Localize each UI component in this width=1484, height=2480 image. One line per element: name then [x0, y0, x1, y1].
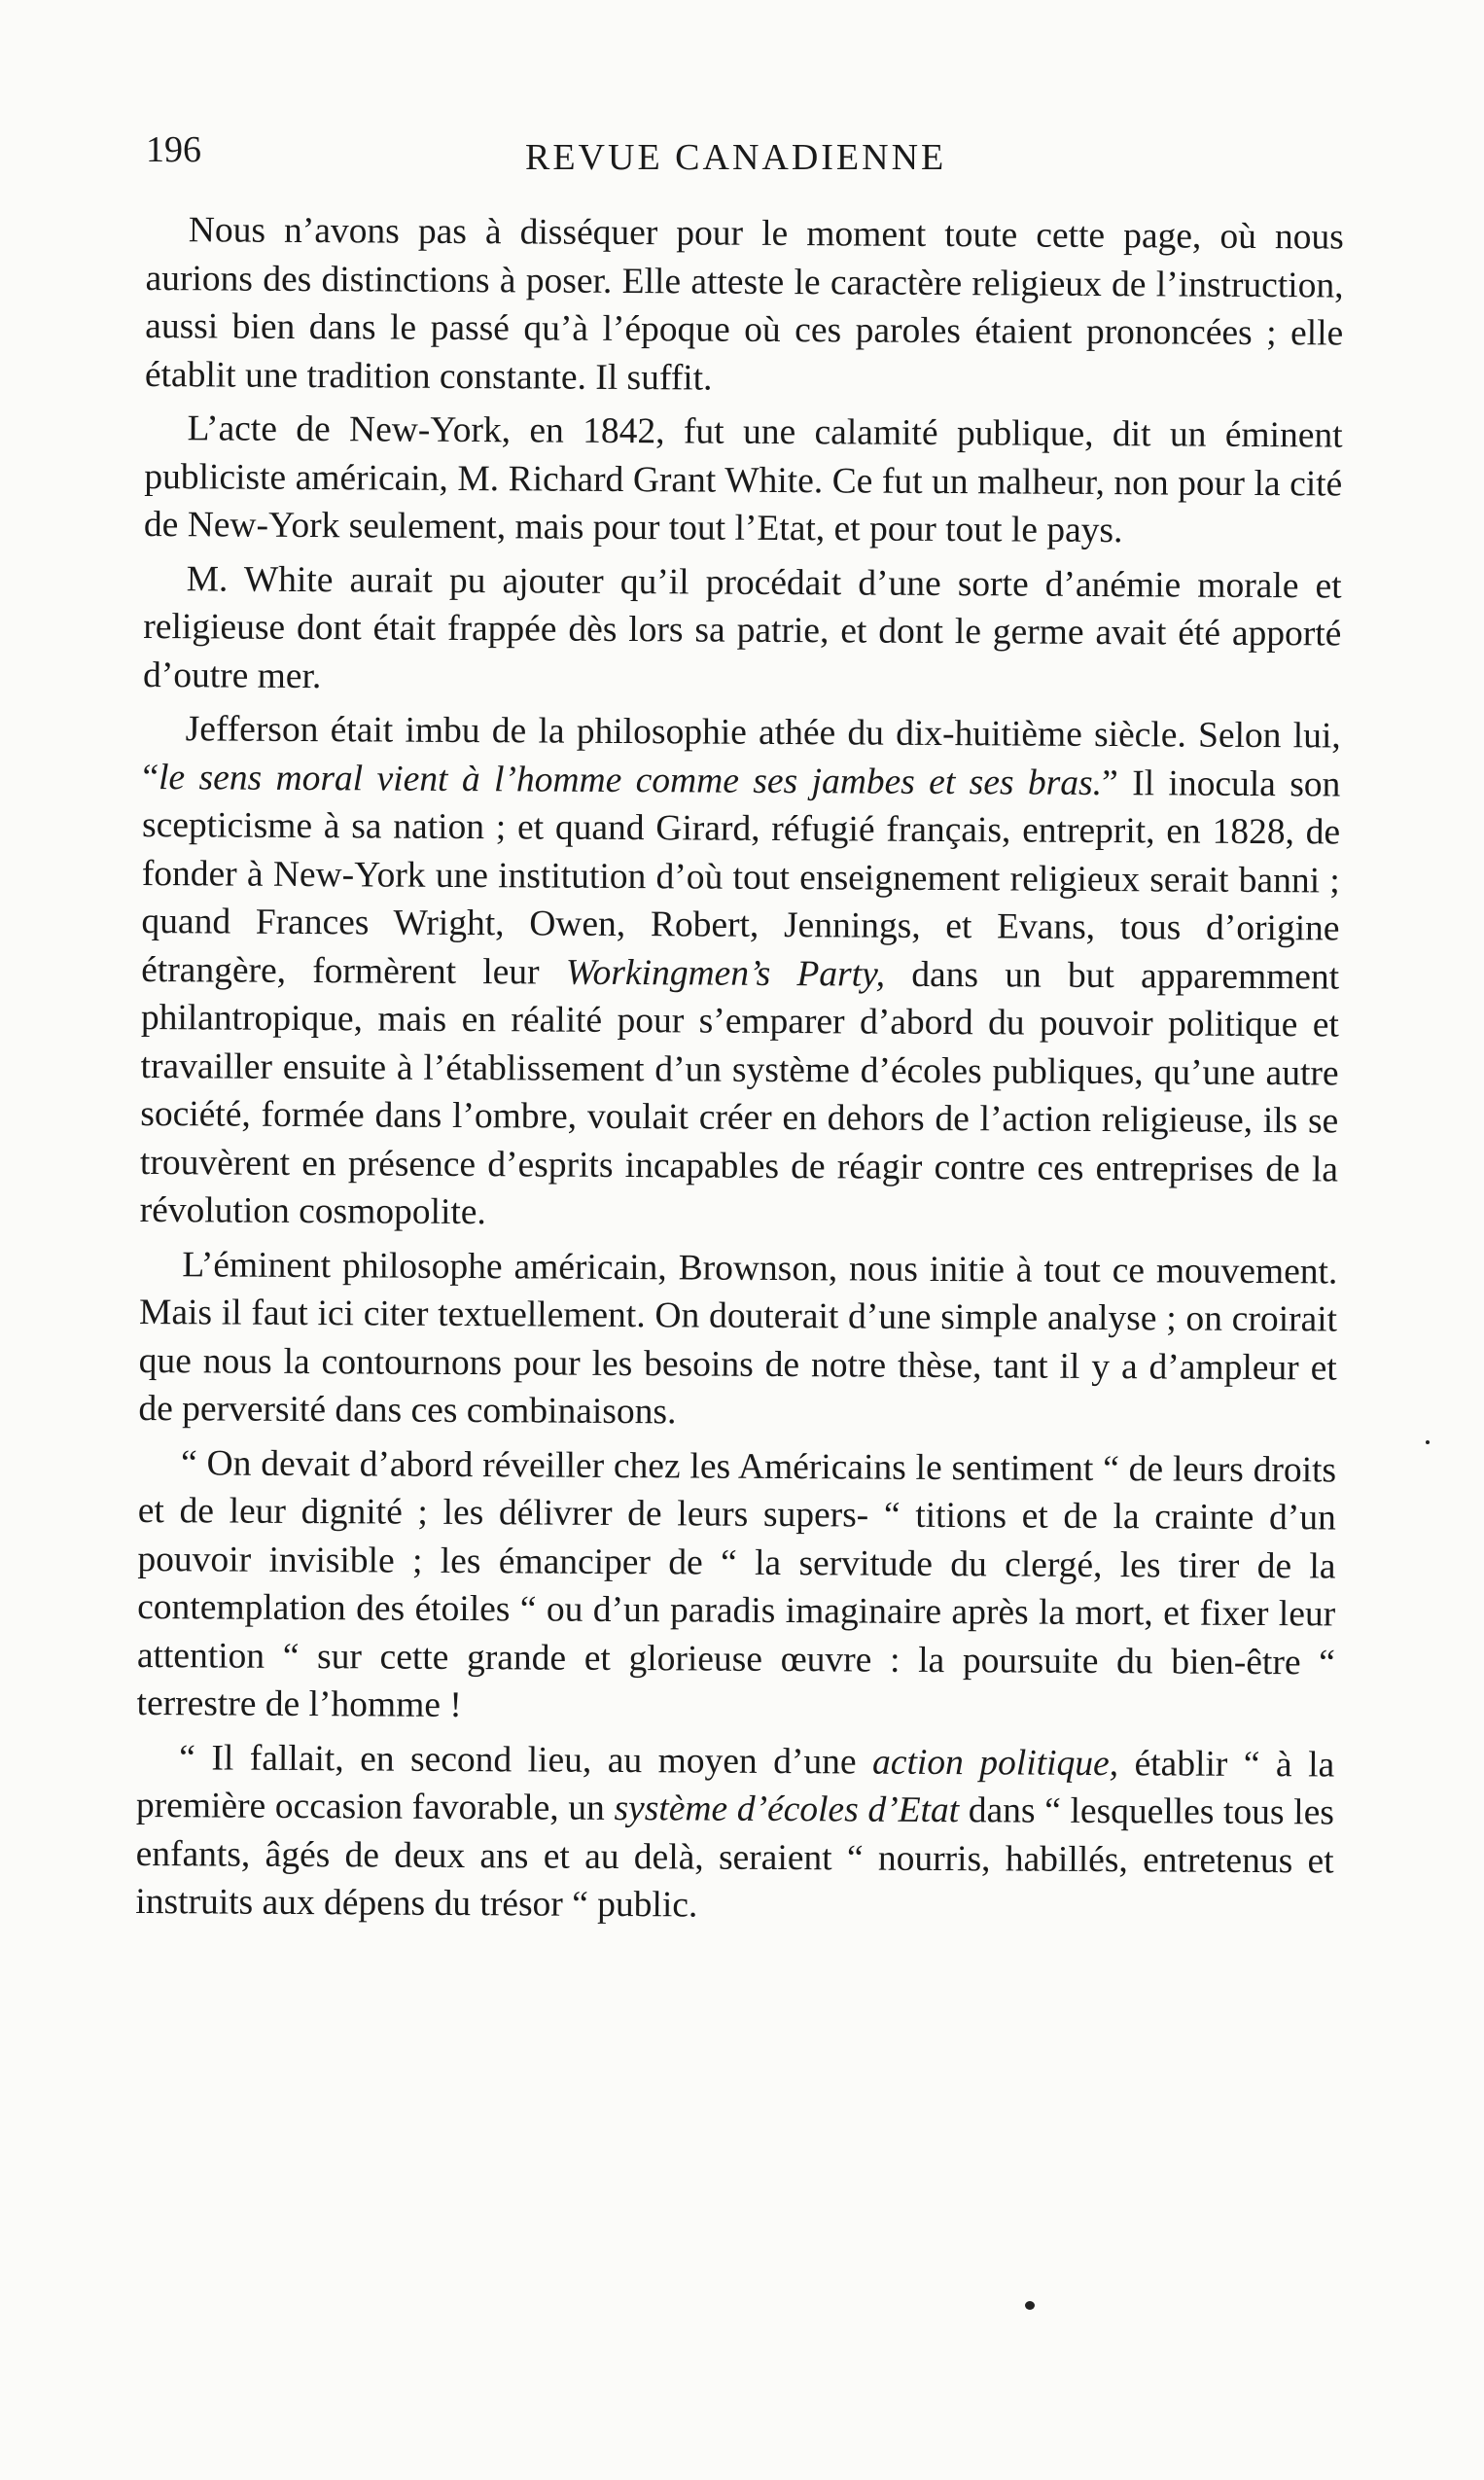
italic-phrase: système d’écoles d’Etat: [614, 1788, 960, 1831]
paragraph: L’éminent philosophe américain, Brownson, nous initie à tout ce mouvement. Mais il faut ici citer textuellement. On douterait d’une simple analyse ; on croirait que nous la contournons pour les besoins de notre thèse, tant il y a d’ampleur et de perversité dans ces combinaisons.: [138, 1244, 1338, 1433]
italic-party-name: Workingmen’s Party,: [565, 952, 886, 995]
quoted-paragraph: “ On devait d’abord réveiller chez les Américains le sentiment “ de leurs droits et de leur dignité ; les délivrer de leurs supers- “ titions et de la crainte d’un pouvoir invisible ; les émanciper de “ la servitude du clergé, les tirer de la contemplation des étoiles “ ou d’un paradis imaginaire après la mort, et fixer leur attention “ sur cette grande et glorieuse œuvre : la poursuite du bien-être “ terrestre de l’homme !: [136, 1442, 1337, 1726]
italic-phrase: action politique,: [872, 1742, 1119, 1784]
text-run: Jefferson était imbu de la philosophie athée du dix-huitième siècle. Selon lui, “: [142, 709, 1341, 797]
text-run: dans “ lesquelles tous les enfants, âgés de deux ans et au delà, seraient “ nourris, habillés, entretenus et instruits aux dépens du trésor “ public.: [135, 1790, 1335, 1926]
paragraph: M. White aurait pu ajouter qu’il procédait d’une sorte d’anémie morale et religieuse dont était frappée dès lors sa patrie, et dont le germe avait été apporté d’outre mer.: [142, 558, 1342, 696]
quoted-paragraph: [135, 1733, 1334, 1933]
paragraph: Nous n’avons pas à disséquer pour le moment toute cette page, où nous aurions des distinctions à poser. Elle atteste le caractère religieux de l’instruction, aussi bien dans le passé qu’à l’époque où ces paroles étaient prononcées ; elle établit une tradition constante. Il suffit.: [144, 210, 1344, 399]
text-run: établir “ à la première occasion favorable, un: [135, 1743, 1335, 1828]
italic-quote: le sens moral vient à l’homme comme ses jambes et ses bras.: [158, 757, 1103, 803]
paragraph: [140, 705, 1341, 1242]
text-run: ” Il inocula son scepticisme à sa nation ; et quand Girard, réfugié français, entreprit, en 1828, de fonder à New-York une institution d’où tout enseignement religieux serait banni ; quand Frances Wright, Owen, Robert, Jennings, et Evans, tous d’origine étrangère, formèrent leur: [141, 762, 1341, 993]
ink-speck: [1426, 1440, 1430, 1444]
running-title: REVUE CANADIENNE: [525, 137, 947, 178]
page-number: 196: [146, 129, 201, 170]
paragraph: L’acte de New-York, en 1842, fut une calamité publique, dit un éminent publiciste américain, M. Richard Grant White. Ce fut un malheur, non pour la cité de New-York seulement, mais pour tout l’Etat, et pour tout le pays.: [143, 408, 1343, 551]
page-header: [146, 128, 1342, 187]
text-run: “ Il fallait, en second lieu, au moyen d’une: [179, 1737, 873, 1783]
text-run: dans un but apparemment philantropique, mais en réalité pour s’emparer d’abord du pouvoir politique et travailler ensuite à l’établissement d’un système d’écoles publiques, qu’une autre société, formée dans l’ombre, voulait créer en dehors de l’action religieuse, ils se trouvèrent en présence d’esprits incapables de réagir contre ces entreprises de la révolution cosmopolite.: [139, 954, 1340, 1233]
ink-speck: [1025, 2301, 1035, 2310]
body-text: [135, 206, 1344, 1939]
